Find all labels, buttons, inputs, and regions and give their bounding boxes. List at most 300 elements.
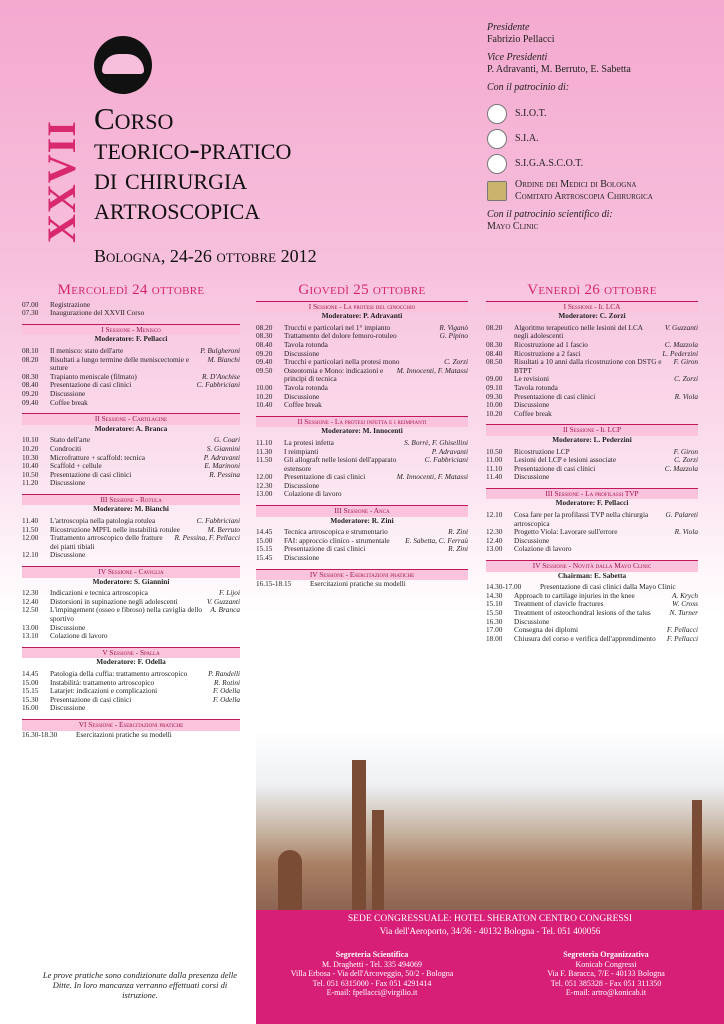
- activity: Risultati a lungo termine delle meniscectomie e suture: [50, 354, 190, 373]
- speaker: R. D'Anchise: [201, 371, 240, 381]
- activity: Trapianto meniscale (filmato): [50, 371, 137, 381]
- title-line: teorico-pratico: [94, 131, 292, 166]
- program-session: [256, 505, 468, 563]
- session-title: IV Sessione - Esercitazioni pratiche: [256, 569, 468, 581]
- asinelli-tower: [352, 760, 366, 910]
- time: 15.15: [22, 686, 39, 696]
- speaker: P. Randelli: [208, 668, 240, 678]
- day-column-3: [486, 282, 698, 643]
- activity: Discussione: [514, 535, 550, 545]
- time: 15.50: [486, 608, 503, 617]
- speaker: N. Turner: [669, 608, 698, 617]
- speaker: F. Giron: [673, 446, 698, 456]
- time: 08.20: [486, 322, 503, 332]
- scient-patron: Mayo Clinic: [487, 221, 539, 232]
- patron-name: Comitato Artroscopia Chirurgica: [515, 191, 653, 202]
- time: 12.40: [486, 535, 503, 545]
- activity: Discussione: [284, 391, 320, 401]
- activity: Presentazione di casi clinici: [50, 469, 132, 479]
- program-row: [486, 511, 698, 528]
- activity: Ricostruzione MPFL nelle instabilità rotulee: [50, 524, 180, 534]
- activity: Chiusura del corso e verifica dell'apprendimento: [514, 633, 656, 643]
- speaker: M. Innocenti, F. Matassi: [396, 365, 468, 375]
- speaker: P. Adravanti: [203, 452, 240, 462]
- activity: La protesi infetta: [284, 437, 334, 447]
- time: 08.40: [256, 339, 273, 349]
- time: 12.50: [22, 605, 39, 615]
- time: 09.20: [22, 388, 39, 398]
- session-moderator: Moderatore: L. Pederzini: [552, 434, 632, 444]
- activity: Progetto Viola: Lavorare sull'errore: [514, 527, 618, 537]
- activity: Ricostruzione LCP: [514, 446, 570, 456]
- secretariat-line: Villa Erbosa - Via dell'Arcoveggio, 50/2 - Bologna: [290, 969, 454, 978]
- speaker: R. Pessina: [209, 469, 240, 479]
- speaker: M. Innocenti, F. Matassi: [396, 472, 468, 482]
- program-row: [486, 545, 698, 554]
- session-moderator: Moderatore: F. Pellacci: [94, 334, 168, 344]
- speaker: R. Zini: [448, 527, 468, 537]
- activity: Discussione: [284, 348, 320, 358]
- time: 09.10: [486, 382, 503, 392]
- program-session: [22, 413, 240, 488]
- session-moderator: Moderatore: R. Zini: [330, 515, 394, 525]
- speaker: F. Pellacci: [666, 625, 698, 635]
- activity: Discussione: [284, 553, 320, 563]
- session-title: III Sessione - La profilassi TVP: [486, 488, 698, 500]
- speaker: C. Fabbriciani: [424, 455, 468, 465]
- presidente-name: Fabrizio Pellacci: [487, 34, 555, 45]
- speaker: E. Sabetta, C. Ferraù: [405, 535, 468, 545]
- time: 14.30-17.00: [486, 582, 522, 592]
- session-moderator: Moderatore: M. Innocenti: [321, 426, 403, 436]
- speaker: R. Viganò: [439, 322, 468, 332]
- activity: Approach to cartilage injuries in the knee: [514, 590, 635, 600]
- time: 15.00: [22, 677, 39, 687]
- time: 08.40: [486, 348, 503, 358]
- secretariat-title: Segreteria Scientifica: [335, 950, 409, 959]
- session-moderator: Moderatore: A. Branca: [94, 423, 168, 433]
- program-row: [486, 473, 698, 482]
- activity: Discussione: [50, 703, 86, 713]
- activity: Tavola rotonda: [284, 339, 328, 349]
- time: 13.00: [22, 622, 39, 632]
- footer-band: [256, 910, 724, 1024]
- venue-address: Via dell'Aeroporto, 34/36 - 40132 Bologna - Tel. 051 400056: [379, 926, 601, 936]
- activity: Colazione di lavoro: [514, 544, 572, 554]
- activity: Cosa fare per la profilassi TVP nella chirurgia artroscopica: [514, 510, 649, 528]
- session-title: IV Sessione - Caviglia: [22, 566, 240, 578]
- program-row: [22, 551, 240, 560]
- practice-note: Le prove pratiche sono condizionate dalla presenza delle Ditte. In loro mancanza verranno effettuati corsi di istruzione.: [42, 970, 238, 1000]
- activity: Presentazione di casi clinici: [514, 463, 596, 473]
- time: 14.45: [256, 527, 273, 537]
- title-line: Corso: [94, 101, 174, 136]
- session-title: II Sessione - La protesi infetta e i reimpianti: [256, 416, 468, 428]
- speaker: C. Zorzi: [674, 374, 698, 384]
- time: 10.30: [22, 452, 39, 462]
- secretariat-line: Konicab Congressi: [575, 959, 637, 969]
- activity: Distorsioni in supinazione negli adolescenti: [50, 596, 178, 606]
- day-column-2: [256, 282, 468, 589]
- speaker: M. Bianchi: [207, 354, 240, 364]
- time: 11.30: [256, 446, 273, 456]
- activity: Coffee break: [514, 408, 552, 418]
- time: 18.00: [486, 633, 503, 643]
- speaker: S. Giannini: [206, 443, 240, 453]
- activity: Le revisioni: [514, 374, 550, 384]
- secretariat-email[interactable]: E-mail: fpellacci@virgilio.it: [326, 988, 418, 997]
- program-row: [256, 456, 468, 473]
- program-session: [256, 416, 468, 499]
- activity: Presentazione di casi clinici: [50, 380, 132, 390]
- session-title: I Sessione - Il LCA: [486, 301, 698, 313]
- speaker: A. Branca: [210, 605, 240, 615]
- time: 12.00: [22, 533, 39, 543]
- speaker: R. Rotini: [214, 677, 240, 687]
- activity: Ricostruzione ad 1 fascio: [514, 339, 588, 349]
- activity: Discussione: [50, 388, 86, 398]
- session-moderator: Moderatore: F. Pellacci: [555, 498, 629, 508]
- program-session: [22, 494, 240, 560]
- activity: Osteotomia e Mono: indicazioni e principi di tecnica: [284, 365, 384, 384]
- time: 11.50: [256, 455, 273, 465]
- program-row: [22, 606, 240, 623]
- activity: Esercitazioni pratiche su modelli: [76, 729, 172, 739]
- time: 12.10: [486, 510, 503, 520]
- time: 12.10: [22, 550, 39, 560]
- time: 09.20: [256, 348, 273, 358]
- speaker: G. Palareti: [665, 510, 698, 520]
- time: 13.00: [256, 489, 273, 499]
- program-session: [486, 488, 698, 554]
- time: 10.20: [486, 408, 503, 418]
- course-title: [94, 101, 414, 226]
- activity: Stato dell'arte: [50, 435, 91, 445]
- session-title: II Sessione - Cartilagine: [22, 413, 240, 425]
- time: 10.10: [22, 435, 39, 445]
- activity: Discussione: [514, 616, 550, 626]
- activity: Microfratture + scaffold: tecnica: [50, 452, 145, 462]
- activity: Latarjet: indicazioni e complicazioni: [50, 686, 158, 696]
- program-session: [486, 301, 698, 419]
- activity: Presentazione di casi clinici: [284, 472, 366, 482]
- patron-name: Ordine dei Medici di Bologna: [515, 179, 637, 190]
- program-row: [22, 356, 240, 373]
- activity: Trattamento artroscopico delle fratture dei piatti tibiali: [50, 533, 163, 551]
- time: 15.30: [22, 694, 39, 704]
- activity: Tavola rotonda: [514, 382, 558, 392]
- day-column-1: [22, 282, 240, 739]
- time: 07.00: [22, 299, 39, 309]
- patrocinio-label: Con il patrocinio di:: [487, 82, 570, 93]
- time: 09.50: [256, 365, 273, 375]
- time: 12.40: [22, 596, 39, 606]
- activity: Colazione di lavoro: [50, 631, 108, 641]
- secretariat-line: Tel. 051 6315000 - Fax 051 4291414: [312, 978, 432, 988]
- program-row: [256, 490, 468, 499]
- time: 16.00: [22, 703, 39, 713]
- time: 09.30: [486, 391, 503, 401]
- speaker: V. Guzzanti: [206, 596, 240, 606]
- vice-label: Vice Presidenti: [487, 52, 548, 63]
- time: 08.10: [22, 345, 39, 355]
- edition-number: XXVII: [39, 120, 84, 244]
- speaker: C. Fabbriciani: [196, 516, 240, 526]
- organizing-secretariat: [506, 950, 706, 998]
- activity: Inaugurazione del XXVII Corso: [50, 308, 145, 318]
- activity: Risultati a 10 anni dalla ricostruzione con DSTG e BTPT: [514, 357, 662, 375]
- program-row: [22, 309, 240, 318]
- patron-name: S.I.A.: [515, 133, 539, 144]
- activity: Trucchi e particolari nel 1° impianto: [284, 322, 391, 332]
- activity: Presentazione di casi clinici dalla Mayo Clinic: [540, 582, 676, 592]
- speaker: F. Giron: [673, 357, 698, 367]
- time: 10.40: [22, 461, 39, 471]
- time: 15.45: [256, 553, 273, 563]
- program-session: [22, 647, 240, 713]
- time: 13.00: [486, 544, 503, 554]
- secretariat-line: M. Draghetti - Tel. 335 494069: [322, 959, 422, 969]
- activity: I reimpianti: [284, 446, 319, 456]
- time: 08.30: [22, 371, 39, 381]
- program-row: [256, 367, 468, 384]
- program-row: [22, 704, 240, 713]
- time: 11.40: [486, 472, 503, 482]
- activity: Lesioni del LCP e lesioni associate: [514, 455, 617, 465]
- activity: Esercitazioni pratiche su modelli: [310, 579, 406, 589]
- speaker: F. Pellacci: [666, 633, 698, 643]
- activity: Treatment of clavicle fractures: [514, 599, 604, 609]
- time: 12.30: [256, 480, 273, 490]
- time: 07.30: [22, 308, 39, 318]
- activity: Tecnica artroscopica e strumentario: [284, 527, 388, 537]
- time: 11.40: [22, 516, 39, 526]
- time: 12.30: [486, 527, 503, 537]
- speaker: F. Lijoi: [219, 588, 240, 598]
- organizers-panel: [487, 22, 717, 233]
- session-moderator: Chairman: E. Sabetta: [557, 570, 627, 580]
- time: 14.45: [22, 668, 39, 678]
- time: 08.40: [22, 380, 39, 390]
- speaker: P. Bulgheroni: [200, 345, 240, 355]
- siot-seal-icon: [487, 104, 507, 124]
- speaker: A. Krych: [672, 590, 698, 600]
- dome: [278, 850, 302, 910]
- speaker: F. Odella: [212, 694, 240, 704]
- speaker: S. Borrè, F. Ghisellini: [404, 437, 468, 447]
- church-tower: [692, 800, 702, 910]
- activity: FAI: approccio clinico - strumentale: [284, 535, 390, 545]
- speaker: C. Mazzola: [664, 463, 698, 473]
- program-session: [22, 566, 240, 641]
- activity: Consegna dei diplomi: [514, 625, 579, 635]
- speaker: W. Cross: [672, 599, 698, 609]
- activity: Trucchi e particolari nella protesi mono: [284, 357, 400, 367]
- time: 09.00: [486, 374, 503, 384]
- program-session: [256, 301, 468, 410]
- title-line: artroscopica: [94, 191, 261, 226]
- activity: Condrociti: [50, 443, 82, 453]
- session-moderator: Moderatore: P. Adravanti: [321, 311, 403, 321]
- time: 11.20: [22, 478, 39, 488]
- activity: Discussione: [50, 478, 86, 488]
- activity: Treatment of osteochondral lesions of the talus: [514, 608, 651, 617]
- time: 16.30: [486, 616, 503, 626]
- secretariat-line: Tel. 051 385328 - Fax 051 311350: [550, 978, 662, 988]
- time: 08.20: [22, 354, 39, 364]
- day-title: Venerdì 26 ottobre: [527, 282, 657, 298]
- activity: Presentazione di casi clinici: [514, 391, 596, 401]
- activity: Discussione: [284, 480, 320, 490]
- speaker: R. Zini: [448, 544, 468, 554]
- time: 10.00: [486, 400, 503, 410]
- time: 08.30: [486, 339, 503, 349]
- time: 08.20: [256, 322, 273, 332]
- activity: Discussione: [514, 400, 550, 410]
- program-session: [256, 569, 468, 589]
- session-moderator: Moderatore: M. Bianchi: [93, 504, 169, 514]
- session-moderator: Moderatore: C. Zorzi: [558, 311, 626, 321]
- time: 10.40: [256, 400, 273, 410]
- bologna-skyline-image: [256, 730, 724, 910]
- speaker: M. Berruto: [207, 524, 240, 534]
- time: 09.40: [22, 397, 39, 407]
- time: 10.00: [256, 382, 273, 392]
- activity: Instabilità: trattamento artroscopico: [50, 677, 155, 687]
- program-row: [256, 554, 468, 563]
- scient-label: Con il patrocinio scientifico di:: [487, 209, 613, 220]
- time: 14.30: [486, 590, 503, 600]
- speaker: G. Coari: [214, 435, 240, 445]
- vice-names: P. Adravanti, M. Berruto, E. Sabetta: [487, 64, 631, 75]
- time: 12.00: [256, 472, 273, 482]
- activity: Coffee break: [284, 400, 322, 410]
- day-title: Mercoledì 24 ottobre: [57, 282, 205, 298]
- session-moderator: Moderatore: F. Odella: [96, 657, 166, 667]
- session-title: III Sessione - Rotula: [22, 494, 240, 506]
- garisenda-tower: [372, 810, 384, 910]
- scientific-secretariat: [272, 950, 472, 998]
- time: 10.50: [486, 446, 503, 456]
- time: 11.50: [22, 524, 39, 534]
- sigascot-seal-icon: [487, 154, 507, 174]
- speaker: F. Odella: [212, 686, 240, 696]
- speaker: R. Viola: [674, 391, 698, 401]
- session-title: III Sessione - Anca: [256, 505, 468, 517]
- time: 11.10: [486, 463, 503, 473]
- program-row: [486, 635, 698, 644]
- program-row: [22, 731, 240, 740]
- session-title: I Sessione - Menisco: [22, 324, 240, 336]
- program-row: [22, 399, 240, 408]
- speaker: C. Mazzola: [664, 339, 698, 349]
- time: 17.00: [486, 625, 503, 635]
- intro-block: [22, 301, 240, 318]
- program-row: [22, 632, 240, 641]
- activity: Discussione: [514, 472, 550, 482]
- activity: L'artroscopia nella patologia rotulea: [50, 516, 156, 526]
- time: 13.10: [22, 631, 39, 641]
- activity: Presentazione di casi clinici: [284, 544, 366, 554]
- time: 16.15-18.15: [256, 579, 292, 589]
- activity: Discussione: [50, 550, 86, 560]
- time: 08.50: [486, 357, 503, 367]
- activity: Presentazione di casi clinici: [50, 694, 132, 704]
- activity: Trattamento del dolore femoro-rotuleo: [284, 331, 397, 341]
- program-row: [22, 534, 240, 551]
- session-title: VI Sessione - Esercitazioni pratiche: [22, 719, 240, 731]
- speaker: G. Pipino: [439, 331, 468, 341]
- time: 10.50: [22, 469, 39, 479]
- program-session: [486, 424, 698, 482]
- program-row: [486, 358, 698, 375]
- time: 10.20: [256, 391, 273, 401]
- session-moderator: Moderatore: S. Giannini: [92, 576, 170, 586]
- speaker: E. Marinoni: [204, 461, 240, 471]
- day-title: Giovedì 25 ottobre: [298, 282, 426, 298]
- activity: Indicazioni e tecnica artroscopica: [50, 588, 148, 598]
- session-title: V Sessione - Spalla: [22, 647, 240, 659]
- speaker: L. Pederzini: [662, 348, 698, 358]
- course-logo: [94, 36, 152, 94]
- time: 11.00: [486, 455, 503, 465]
- time: 15.00: [256, 535, 273, 545]
- time: 09.40: [256, 357, 273, 367]
- time: 12.30: [22, 588, 39, 598]
- time: 15.10: [486, 599, 503, 609]
- secretariat-email[interactable]: E-mail: artro@konicab.it: [565, 988, 647, 997]
- program-row: [256, 580, 468, 589]
- patron-name: S.I.G.A.S.C.O.T.: [515, 158, 584, 169]
- activity: Coffee break: [50, 397, 88, 407]
- time: 16.30-18.30: [22, 729, 58, 739]
- time: 10.20: [22, 443, 39, 453]
- time: 15.15: [256, 544, 273, 554]
- activity: Ricostruzione a 2 fasci: [514, 348, 581, 358]
- speaker: P. Adravanti: [431, 446, 468, 456]
- program-session: [22, 324, 240, 407]
- secretariat-line: Via F. Baracca, 7/E - 40133 Bologna: [547, 969, 665, 978]
- program-row: [256, 401, 468, 410]
- program-session: [486, 560, 698, 643]
- activity: Algoritmo terapeutico nelle lesioni del LCA negli adolescenti: [514, 322, 643, 341]
- place-and-date: Bologna, 24-26 ottobre 2012: [94, 246, 317, 266]
- activity: L'impingement (osseo e fibroso) nella caviglia dello sportivo: [50, 605, 203, 623]
- program-row: [486, 324, 698, 341]
- activity: Scaffold + cellule: [50, 461, 102, 471]
- activity: Gli allograft nelle lesioni dell'apparato estensore: [284, 455, 397, 473]
- program-row: [486, 410, 698, 419]
- speaker: R. Pessina, F. Pellacci: [174, 533, 240, 543]
- speaker: R. Viola: [674, 527, 698, 537]
- ordine-medici-seal-icon: [487, 181, 507, 201]
- session-title: II Sessione - Il LCP: [486, 424, 698, 436]
- program-session: [22, 719, 240, 739]
- program-row: [22, 479, 240, 488]
- activity: Tavola rotonda: [284, 382, 328, 392]
- speaker: C. Zorzi: [674, 455, 698, 465]
- time: 11.10: [256, 437, 273, 447]
- activity: Colazione di lavoro: [284, 489, 342, 499]
- activity: Discussione: [50, 622, 86, 632]
- session-title: IV Sessione - Novità dalla Mayo Clinic: [486, 560, 698, 572]
- title-line: di chirurgia: [94, 161, 248, 196]
- activity: Registrazione: [50, 299, 91, 309]
- activity: Patologia della cuffia: trattamento artroscopico: [50, 668, 188, 678]
- presidente-label: Presidente: [487, 22, 530, 33]
- sia-seal-icon: [487, 129, 507, 149]
- session-title: I Sessione - La protesi del ginocchio: [256, 301, 468, 313]
